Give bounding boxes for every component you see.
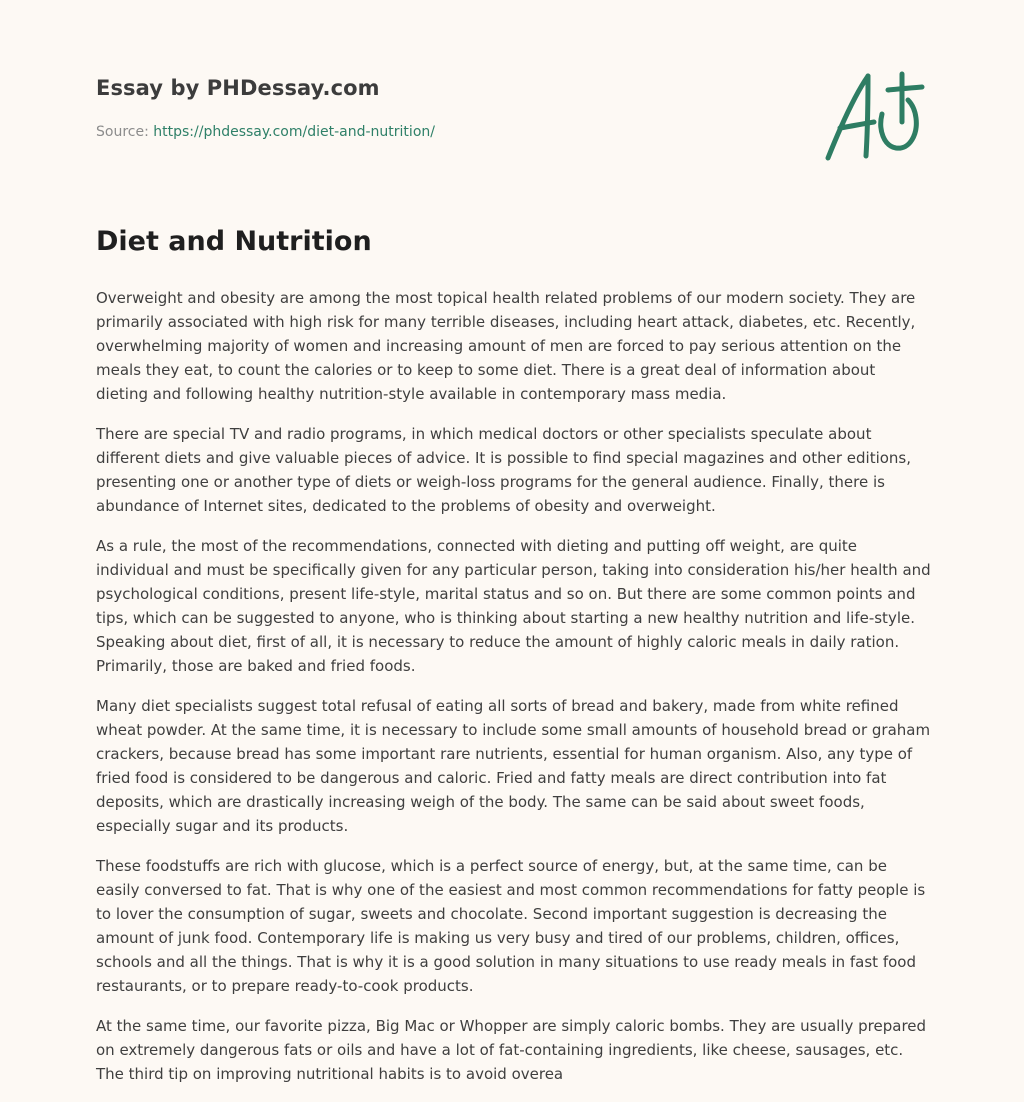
essay-title: Diet and Nutrition bbox=[96, 226, 372, 257]
essay-paragraph: There are special TV and radio programs, in which medical doctors or other specialists speculate about different diets and give valuable pieces of advice. It is possible to find special magazines and other editions, presenting one or another type of diets or weigh-loss programs for the general audience. Finally, there is abundance of Internet sites, dedicated to the problems of obesity and overweight. bbox=[96, 425, 912, 515]
essay-paragraph: These foodstuffs are rich with glucose, which is a perfect source of energy, but, at the same time, can be easily conversed to fat. That is why one of the easiest and most common recommendations for fatty people is to lover the consumption of sugar, sweets and chocolate. Second important suggestion is decreasing the amount of junk food. Contemporary life is making us very busy and tired of our problems, children, offices, schools and all the things. That is why it is a good solution in many situations to use ready meals in fast food restaurants, or to prepare ready-to-cook products. bbox=[96, 857, 926, 995]
source-line bbox=[96, 124, 435, 140]
source-label: Source: bbox=[96, 124, 149, 140]
essay-body bbox=[96, 286, 932, 1102]
essay-paragraph: Many diet specialists suggest total refusal of eating all sorts of bread and bakery, made from white refined wheat powder. At the same time, it is necessary to include some small amounts of household bread or graham crackers, because bread has some important rare nutrients, essential for human organism. Also, any type of fried food is considered to be dangerous and caloric. Fried and fatty meals are direct contribution into fat deposits, which are drastically increasing weigh of the body. The same can be said about sweet foods, especially sugar and its products. bbox=[96, 697, 931, 835]
site-title: Essay by PHDessay.com bbox=[96, 76, 380, 100]
header bbox=[96, 72, 936, 172]
essay-paragraph: As a rule, the most of the recommendations, connected with dieting and putting off weight, are quite individual and must be specifically given for any particular person, taking into consideration his/her health and psychological conditions, present life-style, marital status and so on. But there are some common points and tips, which can be suggested to anyone, who is thinking about starting a new healthy nutrition and life-style. Speaking about diet, first of all, it is necessary to reduce the amount of highly caloric meals in daily ration. Primarily, those are baked and fried foods. bbox=[96, 537, 931, 675]
essay-paragraph: Overweight and obesity are among the most topical health related problems of our modern society. They are primarily associated with high risk for many terrible diseases, including heart attack, diabetes, etc. Recently, overwhelming majority of women and increasing amount of men are forced to pay serious attention on the meals they eat, to count the calories or to keep to some diet. There is a great deal of information about dieting and following healthy nutrition-style available in contemporary mass media. bbox=[96, 289, 916, 403]
a-plus-logo-icon bbox=[822, 68, 926, 164]
source-link[interactable]: https://phdessay.com/diet-and-nutrition/ bbox=[153, 124, 435, 140]
essay-paragraph: At the same time, our favorite pizza, Big Mac or Whopper are simply caloric bombs. They are usually prepared on extremely dangerous fats or oils and have a lot of fat-containing ingredients, like cheese, sausages, etc. The third tip on improving nutritional habits is to avoid overea bbox=[96, 1017, 927, 1083]
